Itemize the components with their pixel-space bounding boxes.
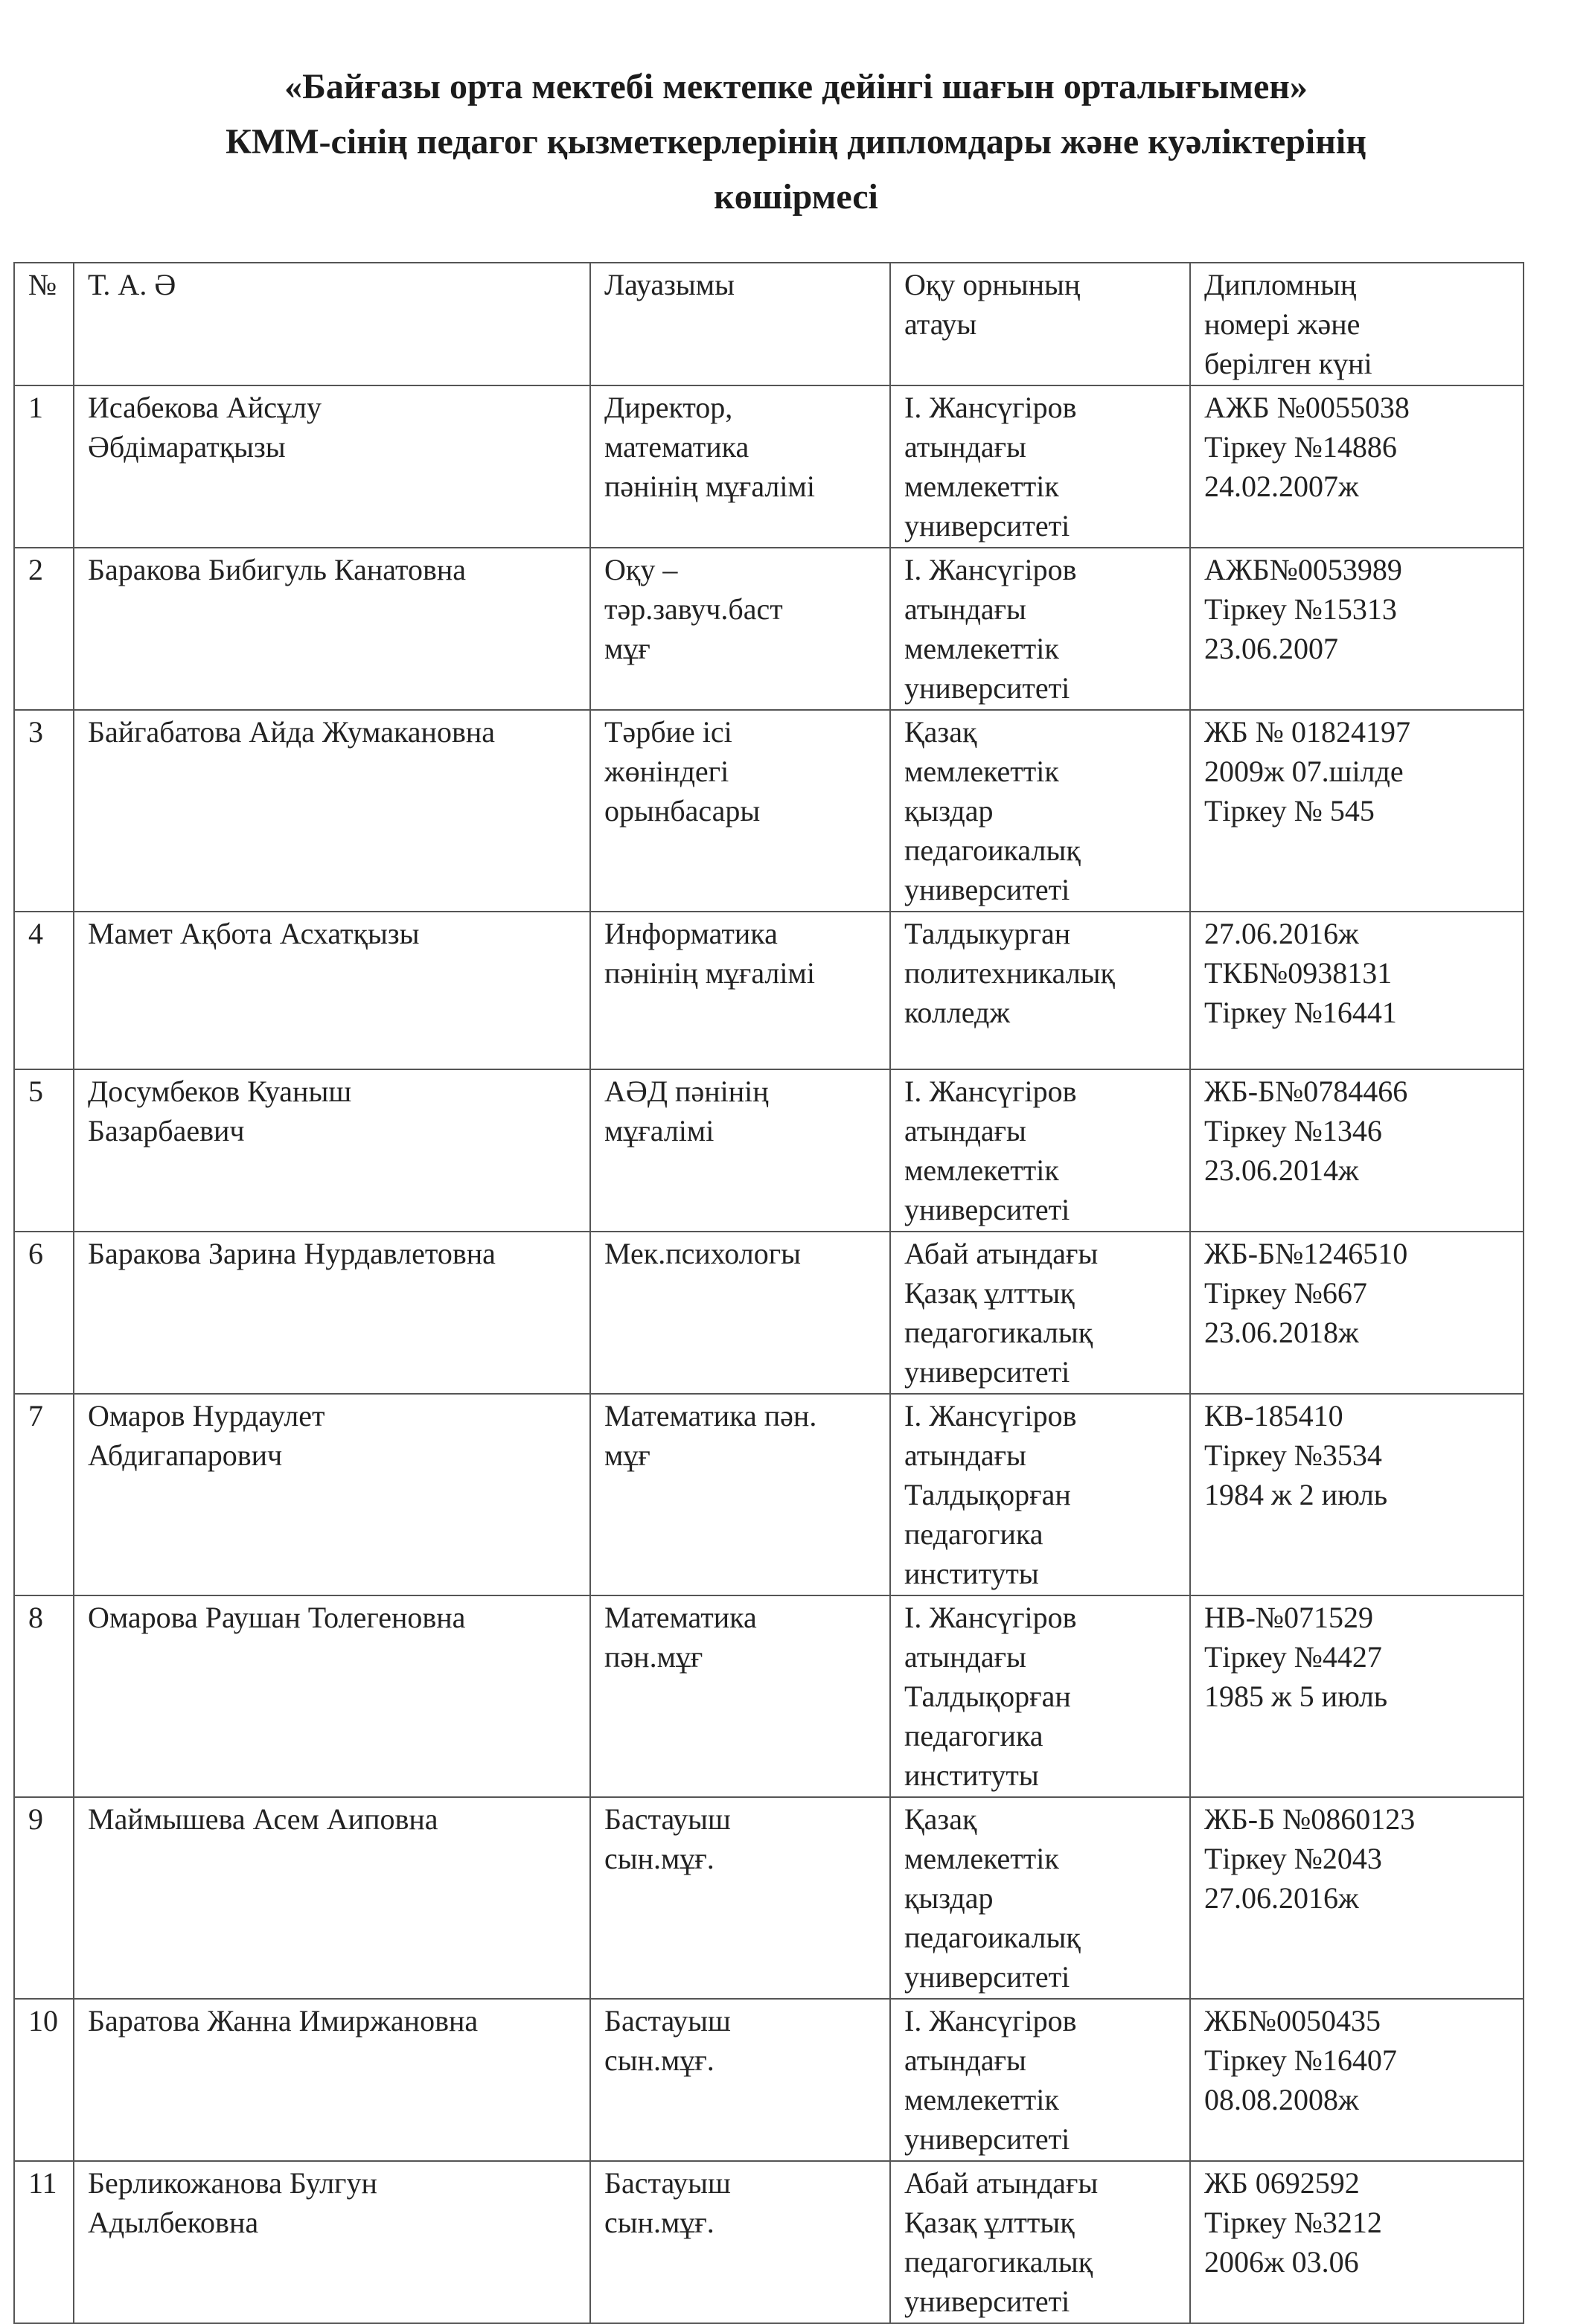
header-institution bbox=[890, 263, 1190, 385]
cell-line: атындағы bbox=[904, 430, 1026, 464]
cell-line: Математика bbox=[604, 1601, 757, 1634]
cell-number: 4 bbox=[14, 912, 74, 1069]
cell-name bbox=[74, 548, 590, 710]
document-title bbox=[0, 60, 1592, 225]
cell-line: Тіркеу №1346 bbox=[1204, 1114, 1382, 1147]
title-line-1: «Байғазы орта мектебі мектепке дейінгі шағын орталығымен» bbox=[284, 67, 1308, 106]
cell-line: педагогика bbox=[904, 1719, 1043, 1752]
cell-line: Базарбаевич bbox=[88, 1114, 245, 1147]
cell-line: атауы bbox=[904, 307, 977, 341]
cell-diploma bbox=[1190, 1797, 1524, 1999]
header-position: Лауазымы bbox=[590, 263, 890, 385]
cell-name bbox=[74, 710, 590, 912]
table-row bbox=[14, 1232, 1524, 1394]
cell-line: атындағы bbox=[904, 1114, 1026, 1147]
cell-diploma bbox=[1190, 1232, 1524, 1394]
cell-line: Директор, bbox=[604, 391, 733, 424]
cell-line: политехникалық bbox=[904, 956, 1115, 990]
cell-name bbox=[74, 912, 590, 1069]
cell-position bbox=[590, 1999, 890, 2161]
cell-line: сын.мұғ. bbox=[604, 2043, 715, 2077]
cell-line: университеті bbox=[904, 2122, 1070, 2156]
cell-line: институты bbox=[904, 1758, 1039, 1792]
cell-line: атындағы bbox=[904, 1640, 1026, 1674]
cell-diploma bbox=[1190, 912, 1524, 1069]
cell-line: мемлекеттік bbox=[904, 1153, 1059, 1187]
cell-diploma bbox=[1190, 710, 1524, 912]
cell-diploma bbox=[1190, 548, 1524, 710]
table-row bbox=[14, 1797, 1524, 1999]
cell-line: Исабекова Айсұлу bbox=[88, 391, 322, 424]
cell-position bbox=[590, 710, 890, 912]
cell-line: АЖБ№0053989 bbox=[1204, 553, 1402, 586]
cell-line: Тіркеу №15313 bbox=[1204, 592, 1397, 626]
cell-name bbox=[74, 1797, 590, 1999]
cell-diploma bbox=[1190, 385, 1524, 548]
cell-line: Қазақ ұлттық bbox=[904, 2206, 1075, 2239]
cell-line: Баракова Зарина Нурдавлетовна bbox=[88, 1237, 496, 1270]
cell-number: 8 bbox=[14, 1595, 74, 1797]
cell-line: педагогикалық bbox=[904, 2245, 1093, 2279]
cell-line: берілген күні bbox=[1204, 347, 1372, 380]
cell-line: педагогикалық bbox=[904, 1316, 1093, 1349]
cell-line: жөніндегі bbox=[604, 755, 729, 788]
cell-diploma bbox=[1190, 1069, 1524, 1232]
cell-line: сын.мұғ. bbox=[604, 2206, 715, 2239]
cell-position bbox=[590, 1232, 890, 1394]
table-row bbox=[14, 2161, 1524, 2323]
cell-line: 2006ж 03.06 bbox=[1204, 2245, 1359, 2279]
table-header-row bbox=[14, 263, 1524, 385]
cell-line: пәнінің мұғалімі bbox=[604, 470, 815, 503]
header-name: Т. А. Ә bbox=[74, 263, 590, 385]
cell-line: университеті bbox=[904, 1960, 1070, 1994]
cell-line: Дипломның bbox=[1204, 268, 1357, 301]
cell-number: 7 bbox=[14, 1394, 74, 1595]
cell-number: 1 bbox=[14, 385, 74, 548]
cell-position bbox=[590, 1394, 890, 1595]
cell-line: мұғ bbox=[604, 1438, 650, 1472]
table-row bbox=[14, 385, 1524, 548]
cell-line: Абай атындағы bbox=[904, 1237, 1099, 1270]
cell-line: Қазақ bbox=[904, 715, 977, 749]
cell-line: институты bbox=[904, 1557, 1039, 1590]
table-row bbox=[14, 1069, 1524, 1232]
cell-position bbox=[590, 912, 890, 1069]
cell-line: 27.06.2016ж bbox=[1204, 1881, 1359, 1915]
cell-line: Тіркеу №3212 bbox=[1204, 2206, 1382, 2239]
cell-position bbox=[590, 548, 890, 710]
cell-line: Мек.психологы bbox=[604, 1237, 801, 1270]
cell-line: сын.мұғ. bbox=[604, 1842, 715, 1875]
cell-line: Абай атындағы bbox=[904, 2166, 1099, 2200]
title-line-3: көшірмесі bbox=[714, 177, 878, 217]
cell-diploma bbox=[1190, 1999, 1524, 2161]
cell-line: пән.мұғ bbox=[604, 1640, 703, 1674]
cell-institution bbox=[890, 912, 1190, 1069]
cell-diploma bbox=[1190, 1394, 1524, 1595]
cell-name bbox=[74, 385, 590, 548]
cell-line: университеті bbox=[904, 2285, 1070, 2318]
cell-line: ЖБ № 01824197 bbox=[1204, 715, 1410, 749]
cell-line: Тіркеу №4427 bbox=[1204, 1640, 1382, 1674]
cell-line: мемлекеттік bbox=[904, 1842, 1059, 1875]
cell-diploma bbox=[1190, 1595, 1524, 1797]
table-row bbox=[14, 1999, 1524, 2161]
cell-line: қыздар bbox=[904, 794, 994, 828]
cell-institution bbox=[890, 1999, 1190, 2161]
cell-line: 08.08.2008ж bbox=[1204, 2083, 1359, 2116]
cell-name bbox=[74, 1999, 590, 2161]
cell-position bbox=[590, 1797, 890, 1999]
cell-line: Оқу орнының bbox=[904, 268, 1081, 301]
table-row bbox=[14, 710, 1524, 912]
cell-line: Математика пән. bbox=[604, 1399, 817, 1433]
cell-institution bbox=[890, 1069, 1190, 1232]
cell-line: І. Жансүгіров bbox=[904, 1075, 1077, 1108]
cell-line: Бастауыш bbox=[604, 2166, 731, 2200]
cell-line: атындағы bbox=[904, 2043, 1026, 2077]
cell-line: І. Жансүгіров bbox=[904, 1601, 1077, 1634]
cell-line: университеті bbox=[904, 671, 1070, 705]
cell-number: 10 bbox=[14, 1999, 74, 2161]
cell-institution bbox=[890, 710, 1190, 912]
cell-line: педагоикалық bbox=[904, 1921, 1081, 1954]
cell-line: Бастауыш bbox=[604, 2004, 731, 2037]
cell-line: Қазақ ұлттық bbox=[904, 1276, 1075, 1310]
cell-institution bbox=[890, 548, 1190, 710]
cell-line: КВ-185410 bbox=[1204, 1399, 1343, 1433]
cell-line: Тіркеу №14886 bbox=[1204, 430, 1397, 464]
cell-line: Адылбековна bbox=[88, 2206, 259, 2239]
cell-line: педагогика bbox=[904, 1517, 1043, 1551]
cell-line: Тіркеу №2043 bbox=[1204, 1842, 1382, 1875]
table-row bbox=[14, 1595, 1524, 1797]
cell-line: ЖБ№0050435 bbox=[1204, 2004, 1381, 2037]
cell-line: Бастауыш bbox=[604, 1802, 731, 1836]
cell-line: орынбасары bbox=[604, 794, 761, 828]
header-diploma bbox=[1190, 263, 1524, 385]
cell-line: мұғалімі bbox=[604, 1114, 715, 1147]
cell-institution bbox=[890, 1595, 1190, 1797]
title-line-2: КММ-сінің педагог қызметкерлерінің дипломдары және куәліктерінің bbox=[226, 122, 1366, 161]
cell-line: ЖБ-Б№1246510 bbox=[1204, 1237, 1408, 1270]
cell-line: 27.06.2016ж bbox=[1204, 917, 1359, 950]
cell-line: Информатика bbox=[604, 917, 778, 950]
cell-line: АЖБ №0055038 bbox=[1204, 391, 1410, 424]
cell-line: мемлекеттік bbox=[904, 470, 1059, 503]
cell-line: Баратова Жанна Имиржановна bbox=[88, 2004, 479, 2037]
cell-line: Тіркеу №16441 bbox=[1204, 996, 1397, 1029]
cell-line: 1984 ж 2 июль bbox=[1204, 1478, 1388, 1511]
cell-line: Байгабатова Айда Жумакановна bbox=[88, 715, 496, 749]
cell-line: І. Жансүгіров bbox=[904, 553, 1077, 586]
cell-name bbox=[74, 1069, 590, 1232]
cell-line: ТКБ№0938131 bbox=[1204, 956, 1393, 990]
cell-institution bbox=[890, 1797, 1190, 1999]
cell-line: педагоикалық bbox=[904, 833, 1081, 867]
cell-line: Тіркеу №3534 bbox=[1204, 1438, 1382, 1472]
cell-line: мемлекеттік bbox=[904, 755, 1059, 788]
cell-line: ЖБ-Б№0784466 bbox=[1204, 1075, 1408, 1108]
cell-line: тәр.завуч.баст bbox=[604, 592, 783, 626]
cell-line: университеті bbox=[904, 1355, 1070, 1389]
cell-name bbox=[74, 2161, 590, 2323]
cell-line: Досумбеков Куаныш bbox=[88, 1075, 352, 1108]
cell-line: Тіркеу №16407 bbox=[1204, 2043, 1397, 2077]
staff-diploma-table bbox=[13, 262, 1524, 2324]
cell-line: университеті bbox=[904, 1193, 1070, 1226]
cell-number: 11 bbox=[14, 2161, 74, 2323]
cell-line: пәнінің мұғалімі bbox=[604, 956, 815, 990]
cell-line: Омаров Нурдаулет bbox=[88, 1399, 325, 1433]
cell-diploma bbox=[1190, 2161, 1524, 2323]
cell-number: 3 bbox=[14, 710, 74, 912]
cell-institution bbox=[890, 1394, 1190, 1595]
cell-institution bbox=[890, 1232, 1190, 1394]
cell-line: мемлекеттік bbox=[904, 632, 1059, 665]
cell-position bbox=[590, 1069, 890, 1232]
cell-line: математика bbox=[604, 430, 749, 464]
cell-name bbox=[74, 1394, 590, 1595]
cell-institution bbox=[890, 385, 1190, 548]
cell-line: Омарова Раушан Толегеновна bbox=[88, 1601, 466, 1634]
cell-number: 2 bbox=[14, 548, 74, 710]
cell-line: мұғ bbox=[604, 632, 650, 665]
cell-line: І. Жансүгіров bbox=[904, 1399, 1077, 1433]
cell-number: 5 bbox=[14, 1069, 74, 1232]
cell-line: Абдигапарович bbox=[88, 1438, 283, 1472]
cell-line: 1985 ж 5 июль bbox=[1204, 1680, 1388, 1713]
cell-line: Талдықорған bbox=[904, 1680, 1071, 1713]
cell-line: Қазақ bbox=[904, 1802, 977, 1836]
cell-name bbox=[74, 1232, 590, 1394]
table-row bbox=[14, 1394, 1524, 1595]
cell-name bbox=[74, 1595, 590, 1797]
cell-line: Талдықорған bbox=[904, 1478, 1071, 1511]
cell-line: 23.06.2007 bbox=[1204, 632, 1338, 665]
cell-line: номері және bbox=[1204, 307, 1361, 341]
cell-line: 2009ж 07.шілде bbox=[1204, 755, 1404, 788]
cell-line: 24.02.2007ж bbox=[1204, 470, 1359, 503]
cell-line: Тіркеу № 545 bbox=[1204, 794, 1375, 828]
cell-line: қыздар bbox=[904, 1881, 994, 1915]
cell-line: І. Жансүгіров bbox=[904, 391, 1077, 424]
cell-line: Маймышева Асем Аиповна bbox=[88, 1802, 438, 1836]
cell-line: мемлекеттік bbox=[904, 2083, 1059, 2116]
cell-number: 6 bbox=[14, 1232, 74, 1394]
cell-institution bbox=[890, 2161, 1190, 2323]
table-row bbox=[14, 548, 1524, 710]
cell-line: Тәрбие ісі bbox=[604, 715, 732, 749]
cell-position bbox=[590, 1595, 890, 1797]
cell-line: 23.06.2018ж bbox=[1204, 1316, 1359, 1349]
cell-line: Мамет Ақбота Асхатқызы bbox=[88, 917, 420, 950]
cell-line: Талдыкурган bbox=[904, 917, 1071, 950]
cell-line: атындағы bbox=[904, 592, 1026, 626]
header-number: № bbox=[14, 263, 74, 385]
cell-line: НВ-№071529 bbox=[1204, 1601, 1374, 1634]
cell-line: АӘД пәнінің bbox=[604, 1075, 769, 1108]
cell-line: Баракова Бибигуль Канатовна bbox=[88, 553, 467, 586]
cell-number: 9 bbox=[14, 1797, 74, 1999]
table-body bbox=[14, 385, 1524, 2323]
cell-line: Тіркеу №667 bbox=[1204, 1276, 1367, 1310]
cell-line: 23.06.2014ж bbox=[1204, 1153, 1359, 1187]
cell-line: І. Жансүгіров bbox=[904, 2004, 1077, 2037]
cell-line: университеті bbox=[904, 509, 1070, 542]
cell-line: Оқу – bbox=[604, 553, 678, 586]
cell-line: колледж bbox=[904, 996, 1011, 1029]
table-row bbox=[14, 912, 1524, 1069]
cell-line: Әбдімаратқызы bbox=[88, 430, 286, 464]
cell-position bbox=[590, 2161, 890, 2323]
cell-line: ЖБ 0692592 bbox=[1204, 2166, 1360, 2200]
cell-line: Берликожанова Булгун bbox=[88, 2166, 377, 2200]
cell-line: университеті bbox=[904, 873, 1070, 906]
cell-line: атындағы bbox=[904, 1438, 1026, 1472]
cell-line: ЖБ-Б №0860123 bbox=[1204, 1802, 1416, 1836]
cell-position bbox=[590, 385, 890, 548]
